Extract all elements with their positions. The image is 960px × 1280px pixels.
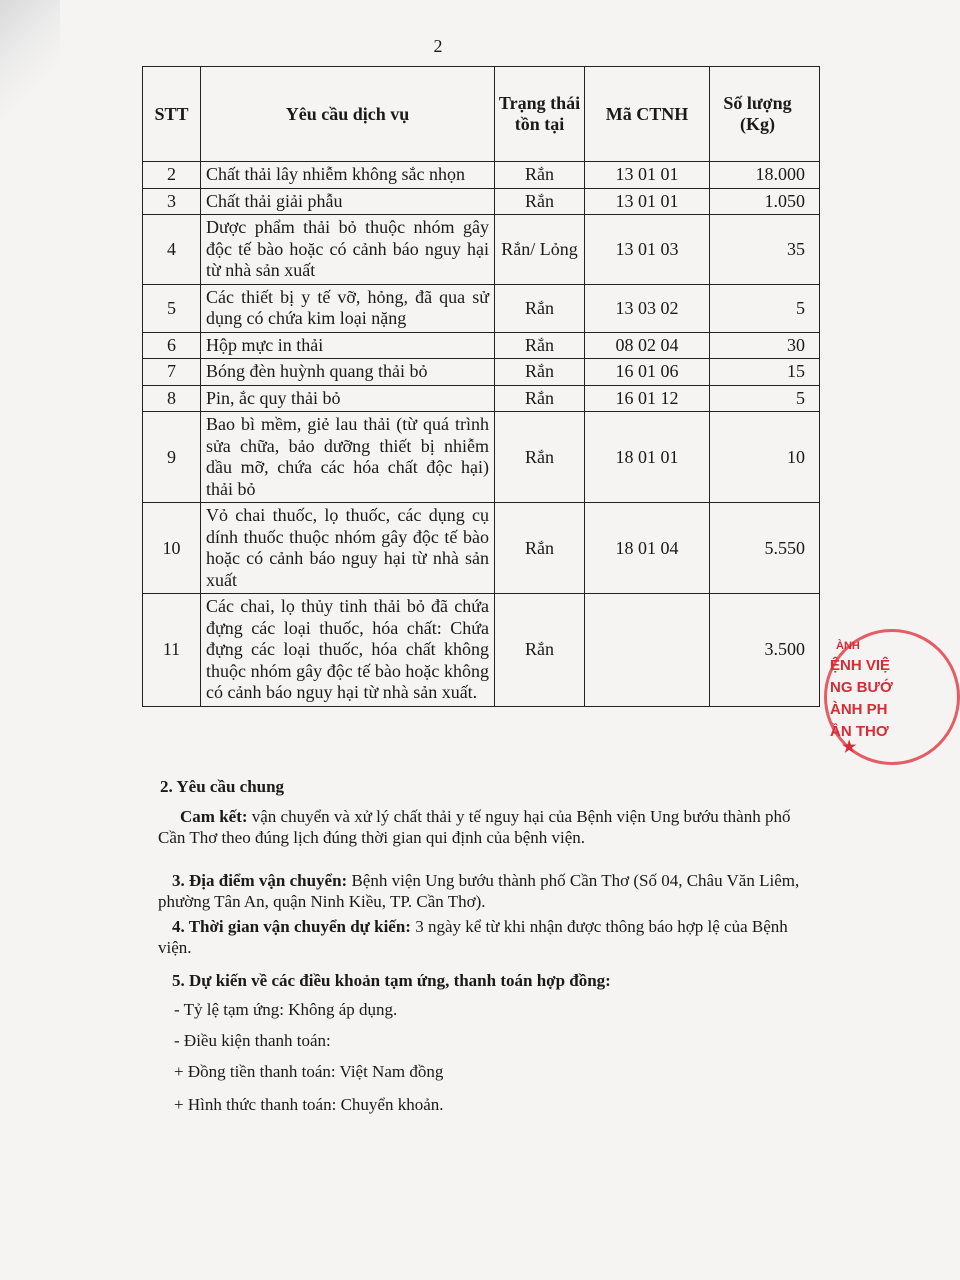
payment-item: + Đồng tiền thanh toán: Việt Nam đồng (174, 1062, 444, 1081)
header-code: Mã CTNH (585, 67, 710, 162)
commitment-text: vận chuyển và xử lý chất thải y tế nguy hại của Bệnh viện Ung bướu thành phố Cần Thơ theo đúng lịch đúng thời gian qui định của bệnh viện. (158, 807, 791, 847)
row-stt: 7 (143, 359, 201, 386)
row-quantity: 10 (710, 412, 820, 503)
time-label: 4. Thời gian vận chuyển dự kiến: (172, 917, 411, 936)
row-stt: 11 (143, 594, 201, 707)
table-row (143, 188, 820, 215)
row-state: Rắn (495, 503, 585, 594)
row-code: 13 01 01 (585, 188, 710, 215)
table-row (143, 503, 820, 594)
row-code: 18 01 01 (585, 412, 710, 503)
row-quantity: 5.550 (710, 503, 820, 594)
table-row (143, 412, 820, 503)
waste-table (142, 66, 820, 707)
row-state: Rắn (495, 284, 585, 332)
header-quantity: Số lượng (Kg) (710, 67, 820, 162)
payment-heading: 5. Dự kiến về các điều khoản tạm ứng, thanh toán hợp đồng: (172, 971, 611, 990)
location-text: Bệnh viện Ung bướu thành phố Cần Thơ (Số 04, Châu Văn Liêm, phường Tân An, quận Ninh Kiều, TP. Cần Thơ). (158, 871, 800, 911)
location-paragraph (158, 870, 818, 912)
row-request: Dược phẩm thải bỏ thuộc nhóm gây độc tế bào hoặc có cảnh báo nguy hại từ nhà sản xuất (201, 215, 495, 285)
row-request: Các chai, lọ thủy tinh thải bỏ đã chứa đựng các loại thuốc, hóa chất: Chứa đựng các loại thuốc, hóa chất không thuộc nhóm gây độc tế bào hoặc không có cảnh báo nguy hại từ nhà sản xuất. (201, 594, 495, 707)
stamp-line: ỆNH VIỆ (830, 657, 891, 674)
table-row (143, 594, 820, 707)
row-stt: 5 (143, 284, 201, 332)
row-request: Chất thải lây nhiễm không sắc nhọn (201, 162, 495, 189)
page-corner-shadow (0, 0, 60, 120)
row-quantity: 30 (710, 332, 820, 359)
stamp-line: ÀNH PH (830, 701, 888, 718)
row-state: Rắn/ Lỏng (495, 215, 585, 285)
row-code (585, 594, 710, 707)
row-quantity: 1.050 (710, 188, 820, 215)
row-code: 13 01 03 (585, 215, 710, 285)
row-code: 16 01 12 (585, 385, 710, 412)
row-quantity: 5 (710, 284, 820, 332)
header-state: Trạng thái tồn tại (495, 67, 585, 162)
row-stt: 6 (143, 332, 201, 359)
hospital-stamp (820, 625, 893, 765)
row-quantity: 5 (710, 385, 820, 412)
payment-item: - Tỷ lệ tạm ứng: Không áp dụng. (174, 1000, 398, 1019)
row-quantity: 15 (710, 359, 820, 386)
row-stt: 2 (143, 162, 201, 189)
row-stt: 4 (143, 215, 201, 285)
row-stt: 3 (143, 188, 201, 215)
row-state: Rắn (495, 162, 585, 189)
page-number: 2 (433, 36, 443, 56)
row-code: 13 03 02 (585, 284, 710, 332)
row-stt: 10 (143, 503, 201, 594)
row-request: Bóng đèn huỳnh quang thải bỏ (201, 359, 495, 386)
time-paragraph (158, 916, 818, 958)
time-text: 3 ngày kể từ khi nhận được thông báo hợp lệ của Bệnh viện. (158, 917, 788, 957)
stamp-text (830, 637, 893, 743)
star-icon: ★ (842, 739, 857, 756)
row-quantity: 3.500 (710, 594, 820, 707)
row-state: Rắn (495, 594, 585, 707)
row-quantity: 35 (710, 215, 820, 285)
row-state: Rắn (495, 332, 585, 359)
row-request: Bao bì mềm, giẻ lau thải (từ quá trình sửa chữa, bảo dưỡng thiết bị nhiễm dầu mỡ, chứa các hóa chất độc hại) thải bỏ (201, 412, 495, 503)
table-row (143, 162, 820, 189)
row-state: Rắn (495, 188, 585, 215)
row-code: 18 01 04 (585, 503, 710, 594)
row-quantity: 18.000 (710, 162, 820, 189)
row-stt: 8 (143, 385, 201, 412)
row-request: Pin, ắc quy thải bỏ (201, 385, 495, 412)
table-row (143, 385, 820, 412)
payment-item: + Hình thức thanh toán: Chuyển khoản. (174, 1095, 444, 1114)
row-code: 16 01 06 (585, 359, 710, 386)
row-request: Các thiết bị y tế vỡ, hỏng, đã qua sử dụng có chứa kim loại nặng (201, 284, 495, 332)
row-state: Rắn (495, 412, 585, 503)
row-request: Vỏ chai thuốc, lọ thuốc, các dụng cụ dính thuốc thuộc nhóm gây độc tế bào hoặc có cảnh báo nguy hại từ nhà sản xuất (201, 503, 495, 594)
row-request: Hộp mực in thải (201, 332, 495, 359)
table-header-row (143, 67, 820, 162)
commitment-paragraph (158, 806, 818, 848)
row-code: 08 02 04 (585, 332, 710, 359)
table-row (143, 284, 820, 332)
row-state: Rắn (495, 359, 585, 386)
stamp-line: NG BƯỚ (830, 679, 893, 696)
row-code: 13 01 01 (585, 162, 710, 189)
table-row (143, 359, 820, 386)
row-request: Chất thải giải phẫu (201, 188, 495, 215)
stamp-line: ÀNH (836, 640, 860, 652)
general-heading-text: 2. Yêu cầu chung (160, 777, 285, 796)
commitment-label: Cam kết: (180, 807, 248, 826)
header-stt: STT (143, 67, 201, 162)
payment-item: - Điều kiện thanh toán: (174, 1031, 331, 1050)
row-stt: 9 (143, 412, 201, 503)
header-request: Yêu cầu dịch vụ (201, 67, 495, 162)
table-row (143, 332, 820, 359)
general-heading (160, 776, 820, 797)
location-label: 3. Địa điểm vận chuyển: (172, 871, 348, 890)
table-row (143, 215, 820, 285)
row-state: Rắn (495, 385, 585, 412)
stamp-line: ẦN THƠ (830, 723, 889, 740)
